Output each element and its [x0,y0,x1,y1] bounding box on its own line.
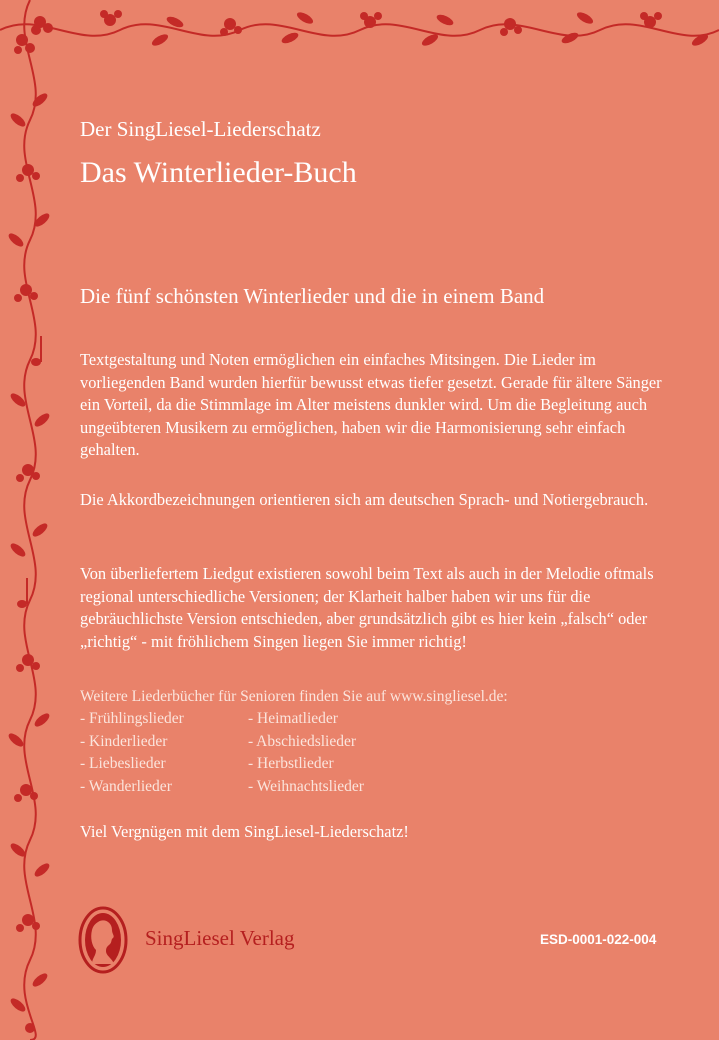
leaf-icon [560,10,595,45]
leaf-icon [420,13,455,48]
leaf-icon [150,15,185,48]
leaf-icon [9,841,52,879]
list-item: - Wanderlieder [80,777,172,795]
flower-icon [100,10,122,26]
more-books-list-right [248,708,364,798]
flower-icon [16,654,40,672]
paragraph-versions: Von überliefertem Liedgut existieren sowohl beim Text als auch in der Melodie oftmals regional unterschiedliche Versionen; der Klarheit halber haben wir uns für die gebräuchlichste Version entschieden, aber grundsätzlich gibt es hier kein „falsch“ oder „richtig“ - mit fröhlichem Singen liegen Sie immer richtig! [80,564,654,651]
leaf-icon [9,971,50,1014]
list-item: - Liebeslieder [80,755,166,772]
list-item: - Weihnachtslieder [248,777,364,795]
list-item: - Frühlingslieder [80,710,184,727]
series-title: Der SingLiesel-Liederschatz [80,117,321,141]
more-books-intro: Weitere Liederbücher für Senioren finden Sie auf www.singliesel.de: [80,688,508,705]
publisher-name: SingLiesel Verlag [145,926,295,950]
flower-icon [16,464,40,482]
ornament-border-left [0,0,62,1040]
music-note-icon [17,578,28,608]
list-item: - Abschiedslieder [248,732,357,750]
list-item: - Herbstlieder [248,755,334,772]
paragraph-notes: Textgestaltung und Noten ermöglichen ein einfaches Mitsingen. Die Lieder im vorliegenden Band wurden hierfür bewusst etwas tiefer gesetzt. Gerade für ältere Sänger ein Vorteil, da die Stimmlage im Alter meistens dunkler wird. Um die Begleitung auch ungeübteren Musikern zu ermöglichen, haben wir die Harmonisierung sehr einfach gehalten. [80,350,662,459]
leaf-icon [7,711,52,749]
flower-icon [500,18,522,36]
flower-icon [14,284,38,302]
flower-icon [16,914,40,932]
closing-line: Viel Vergnügen mit dem SingLiesel-Liederschatz! [80,822,409,841]
list-item: - Heimatlieder [248,710,338,727]
flower-icon [14,784,38,802]
silhouette-cameo-icon [78,906,128,974]
flower-icon [25,1023,35,1033]
product-code: ESD-0001-022-004 [540,932,657,947]
leaf-icon [280,10,315,45]
more-books-list-left [80,708,184,798]
list-item: - Kinderlieder [80,732,168,750]
flower-icon [14,34,35,54]
flower-icon [16,164,40,182]
paragraph-chords: Die Akkordbezeichnungen orientieren sich am deutschen Sprach- und Notiergebrauch. [80,490,649,509]
ornament-border-top [0,0,719,62]
subtitle: Die fünf schönsten Winterlieder und die in einem Band [80,284,545,308]
book-title: Das Winterlieder-Buch [80,156,357,189]
